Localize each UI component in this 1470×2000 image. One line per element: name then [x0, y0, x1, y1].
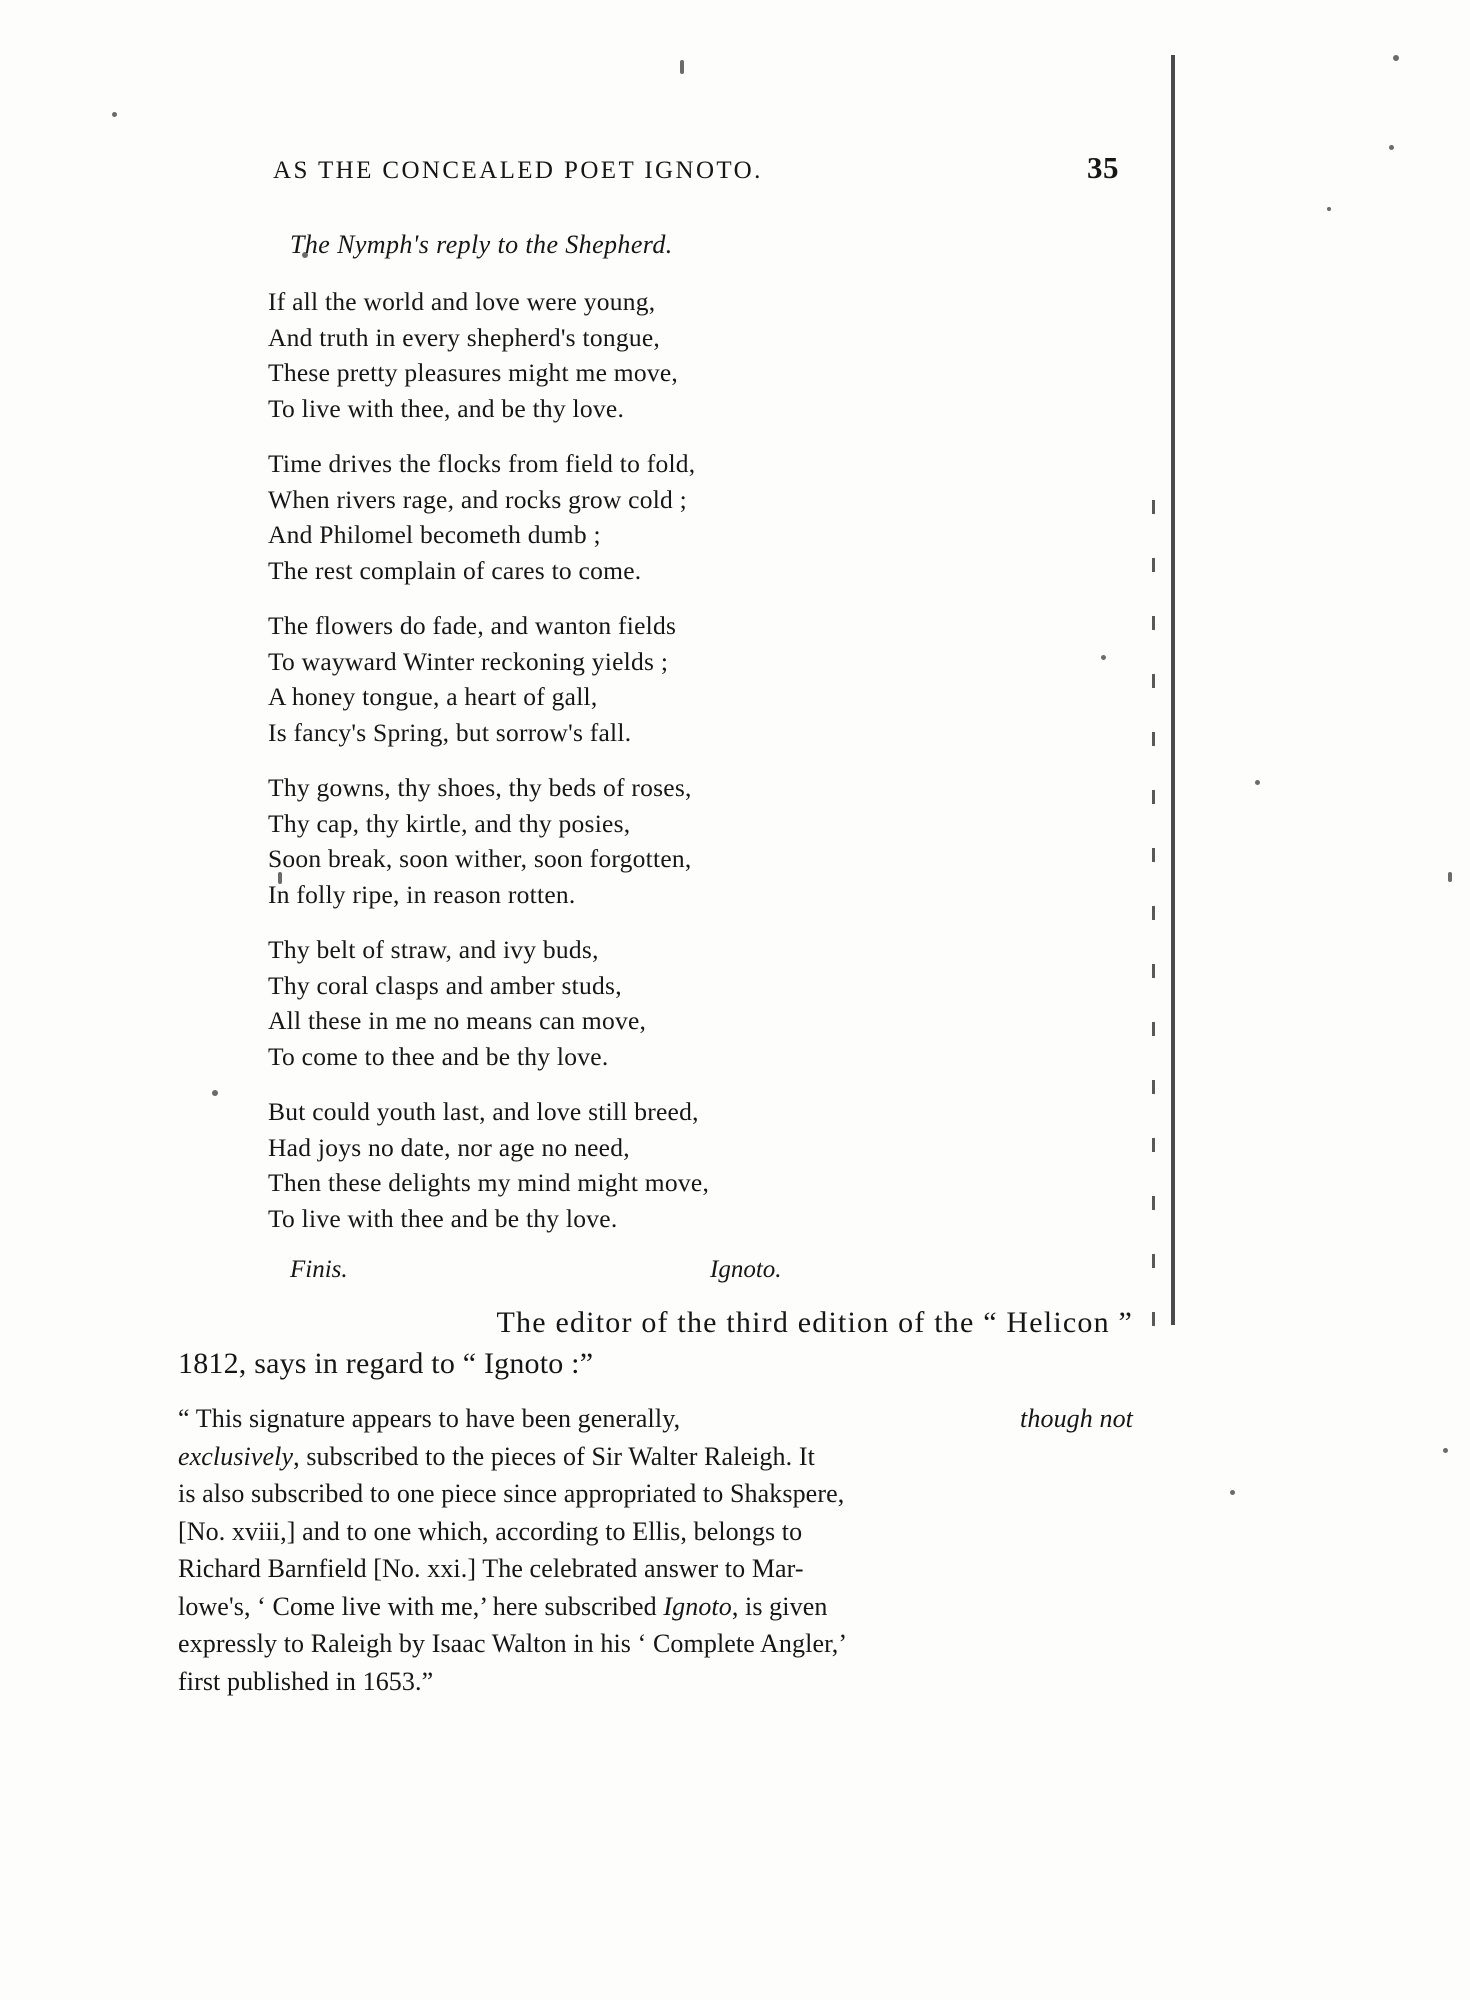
scan-speck [1443, 1448, 1448, 1453]
editor-note-line: 1812, says in regard to “ Ignoto :” [178, 1347, 594, 1380]
poem-line: Thy coral clasps and amber studs, [268, 970, 622, 1000]
poem-line: Thy belt of straw, and ivy buds, [268, 935, 599, 964]
running-head [178, 150, 1133, 186]
poem-line: Thy gowns, thy shoes, thy beds of roses, [268, 773, 692, 802]
poem-line: These pretty pleasures might me move, [268, 358, 679, 387]
poem-line: The rest complain of cares to come. [268, 555, 642, 585]
page-content [178, 150, 1133, 1700]
quotation-text: “ This signature appears to have been generally, [178, 1404, 681, 1433]
page-edge-dashes [1152, 500, 1155, 1350]
scan-speck [680, 60, 684, 74]
quotation-line: is also subscribed to one piece since appropriated to Shakspere, [178, 1479, 845, 1508]
quotation-emphasis: exclusively [178, 1441, 294, 1471]
poem-line: Then these delights my mind might move, [268, 1168, 710, 1197]
quotation-line [178, 1588, 1133, 1626]
editor-note-line: The editor of the third edition of the “ Helicon ” [496, 1306, 1133, 1339]
scan-speck [1389, 145, 1394, 150]
paragraph-indent [178, 1302, 220, 1343]
poem-line: Thy cap, thy kirtle, and thy posies, [268, 808, 631, 838]
editor-note [178, 1302, 1133, 1384]
quotation-emphasis: though not [1020, 1404, 1133, 1433]
scan-speck [1448, 872, 1452, 882]
scan-speck [112, 112, 117, 117]
poem-line: The flowers do fade, and wanton fields [268, 611, 677, 640]
poem-line: Is fancy's Spring, but sorrow's fall. [268, 717, 632, 747]
poem-line: To live with thee, and be thy love. [268, 393, 625, 423]
quotation-line: Richard Barnfield [No. xxi.] The celebrated answer to Mar- [178, 1554, 804, 1583]
quotation-line: expressly to Raleigh by Isaac Walton in his ‘ Complete Angler,’ [178, 1629, 848, 1658]
quotation-emphasis: Ignoto [663, 1591, 732, 1621]
quotation-line: [No. xviii,] and to one which, according to Ellis, belongs to [178, 1516, 803, 1546]
quotation [178, 1400, 1133, 1700]
poem-line: Time drives the flocks from field to fold, [268, 449, 696, 478]
poem-signature [268, 1256, 1133, 1284]
quotation-text: , is given [731, 1591, 828, 1621]
poem-title: The Nymph's reply to the Shepherd. [290, 230, 673, 259]
page-edge-artifact [1171, 55, 1175, 1325]
quotation-line [178, 1438, 1133, 1476]
poem-line: To come to thee and be thy love. [268, 1041, 609, 1071]
scan-speck [1393, 55, 1399, 61]
poem-stanza [268, 284, 1133, 426]
scan-speck [1255, 780, 1260, 785]
poem-attribution: Ignoto. [710, 1256, 782, 1283]
poem-line: When rivers rage, and rocks grow cold ; [268, 484, 688, 514]
poem-finis: Finis. [290, 1256, 348, 1283]
poem-line: Had joys no date, nor age no need, [268, 1132, 630, 1162]
poem-line: A honey tongue, a heart of gall, [268, 682, 598, 711]
page-number: 35 [1087, 150, 1119, 185]
poem-line: But could youth last, and love still breed, [268, 1097, 699, 1126]
poem-stanza [268, 770, 1133, 912]
poem-stanza [268, 446, 1133, 588]
quotation-text: lowe's, ‘ Come live with me,’ here subscribed [178, 1591, 657, 1621]
scan-speck [1230, 1490, 1235, 1495]
poem-line: To wayward Winter reckoning yields ; [268, 646, 669, 676]
scan-speck [1327, 207, 1331, 211]
poem-line: Soon break, soon wither, soon forgotten, [268, 844, 692, 873]
poem-line: To live with thee and be thy love. [268, 1203, 618, 1233]
running-head-title: AS THE CONCEALED POET IGNOTO. [273, 157, 763, 184]
quotation-text: , subscribed to the pieces of Sir Walter Raleigh. It [293, 1441, 815, 1471]
poem-line: All these in me no means can move, [268, 1006, 647, 1035]
quotation-line [178, 1400, 1133, 1438]
quotation-line: first published in 1653.” [178, 1666, 434, 1696]
poem-line: If all the world and love were young, [268, 287, 656, 316]
poem-stanza [268, 932, 1133, 1074]
poem-stanza [268, 1094, 1133, 1236]
poem [178, 230, 1133, 1284]
poem-stanza [268, 608, 1133, 750]
poem-line: And truth in every shepherd's tongue, [268, 322, 661, 352]
poem-line: In folly ripe, in reason rotten. [268, 879, 576, 909]
poem-line: And Philomel becometh dumb ; [268, 520, 601, 549]
